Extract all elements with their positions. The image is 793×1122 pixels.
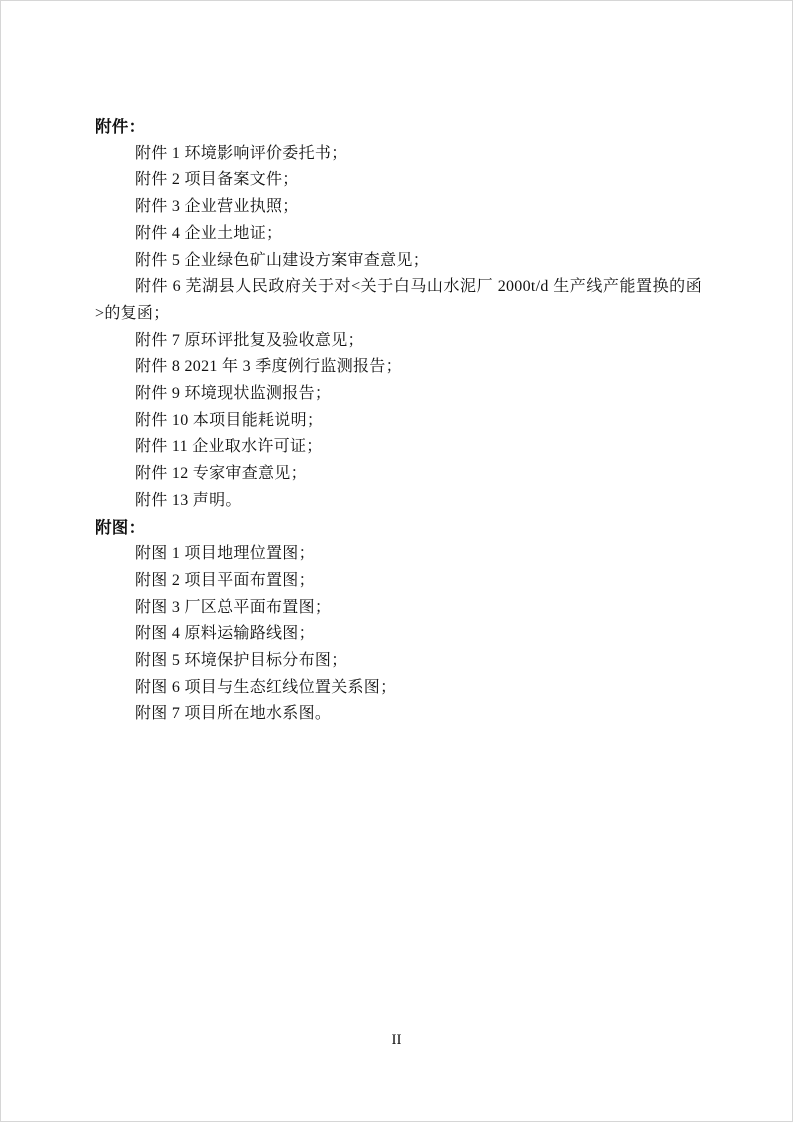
attachment-item: 附件 7 原环评批复及验收意见； (135, 331, 364, 349)
attachment-item: 附件 5 企业绿色矿山建设方案审查意见； (135, 251, 430, 269)
figures-heading: 附图： (95, 517, 146, 537)
attachment-item: 附件 6 芜湖县人民政府关于对<关于白马山水泥厂 2000t/d 生产线产能置换的函>的复函； (95, 278, 702, 322)
attachment-item: 附件 3 企业营业执照； (135, 198, 299, 216)
attachment-item: 附件 8 2021 年 3 季度例行监测报告； (135, 358, 402, 376)
attachment-item: 附件 11 企业取水许可证； (135, 438, 323, 456)
attachment-item: 附件 13 声明。 (135, 491, 242, 509)
attachment-item: 附件 1 环境影响评价委托书； (135, 144, 348, 162)
figure-item: 附图 2 项目平面布置图； (135, 571, 315, 589)
attachments-list (95, 141, 702, 515)
attachment-item: 附件 4 企业土地证； (135, 224, 283, 242)
attachment-item: 附件 2 项目备案文件； (135, 171, 299, 189)
figure-item: 附图 3 厂区总平面布置图； (135, 598, 332, 616)
figures-list (95, 541, 702, 728)
figure-item: 附图 6 项目与生态红线位置关系图； (135, 678, 397, 696)
figure-item: 附图 4 原料运输路线图； (135, 625, 315, 643)
figure-item: 附图 5 环境保护目标分布图； (135, 652, 348, 670)
page-content (95, 114, 702, 728)
attachment-item: 附件 9 环境现状监测报告； (135, 385, 332, 403)
attachments-heading: 附件： (95, 117, 146, 136)
figure-item: 附图 1 项目地理位置图； (135, 545, 315, 563)
attachment-item: 附件 10 本项目能耗说明； (135, 411, 324, 429)
attachment-item: 附件 12 专家审查意见； (135, 465, 307, 483)
page-number: II (391, 1032, 402, 1048)
figure-item: 附图 7 项目所在地水系图。 (135, 705, 332, 723)
